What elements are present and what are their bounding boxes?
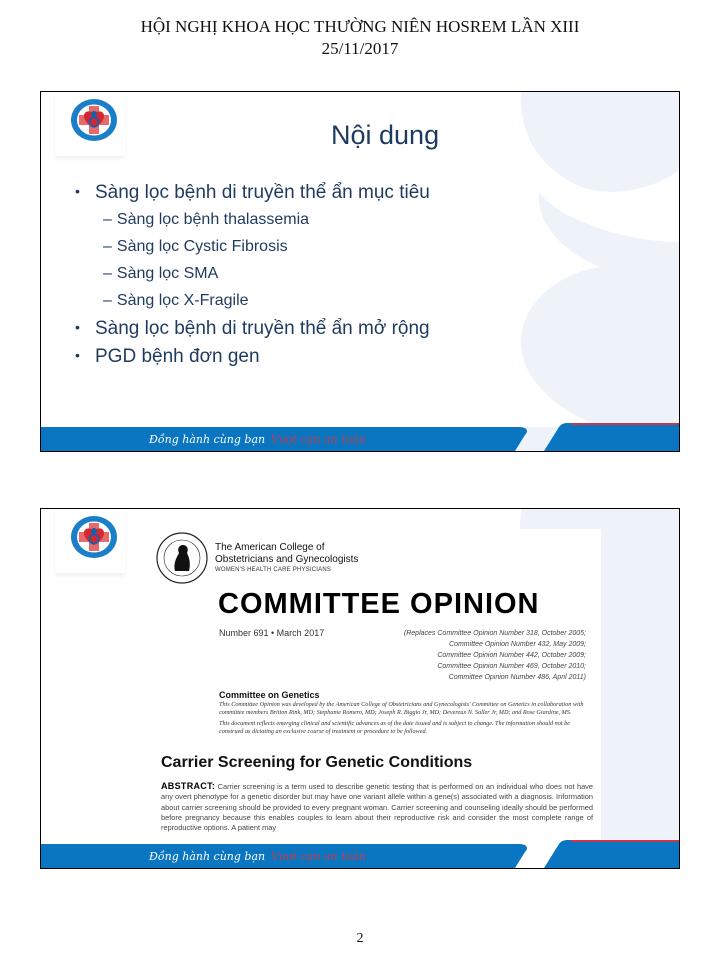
committee-text: [219, 701, 591, 739]
acog-seal-icon: [155, 531, 209, 585]
org-name: [215, 542, 358, 566]
hospital-logo-icon: [70, 98, 118, 142]
article-title: Carrier Screening for Genetic Conditions: [161, 754, 473, 771]
opinion-number: Number 691 • March 2017: [219, 628, 325, 638]
bullet-list: [75, 178, 430, 370]
abstract-label: ABSTRACT:: [161, 781, 216, 791]
slogan-red-text: Vượt cạn an toàn: [271, 433, 366, 446]
org-line-2: Obstetricians and Gynecologists: [215, 554, 359, 565]
slogan-text: Đồng hành cùng bạn: [149, 433, 266, 446]
slogan-red-text: Vượt cạn an toàn: [271, 850, 366, 863]
bullet-item: • Sàng lọc bệnh di truyền thể ẩn mở rộng: [75, 314, 430, 342]
replaces-line: (Replaces Committee Opinion Number 318, October 2005;: [403, 630, 586, 637]
bullet-item: • Sàng lọc bệnh di truyền thể ẩn mục tiêu: [75, 178, 430, 206]
committee-paragraph: This Committee Opinion was developed by the American College of Obstetricians and Gynecologists' Committee on Genetics in collaboration with committee members Britton Rink, MD; Stephanie Romero, MD; Joseph R. Biggio Jr, MD; Devereux N. Saller Jr, MD; and Rose Giardine, MS.: [219, 701, 584, 717]
abstract-text: Carrier screening is a term used to describe genetic testing that is performed on an individual who does not have any overt phenotype for a genetic disorder but may have one variant allele within a gene(s) associated with a diagnosis. Information about carrier screening should be provided to every pregnant woman. Carrier screening and counseling ideally should be performed before pregnancy because this enables couples to learn about their reproductive risk and consider the most complete range of reproductive options. A patient may: [161, 782, 593, 833]
sub-bullet-item: – Sàng lọc Cystic Fibrosis: [75, 233, 430, 260]
footer-slogan: [149, 433, 366, 446]
slide-1: [40, 91, 680, 452]
hospital-logo-tab: [55, 509, 125, 573]
org-line-1: The American College of: [215, 542, 325, 553]
slide-title: Nội dung: [331, 120, 440, 150]
slide-2: [40, 508, 680, 869]
sub-bullet-item: – Sàng lọc SMA: [75, 260, 430, 287]
replaces-line: Committee Opinion Number 469, October 2010;: [437, 663, 586, 670]
org-tagline: WOMEN'S HEALTH CARE PHYSICIANS: [215, 567, 332, 573]
slogan-text: Đồng hành cùng bạn: [149, 850, 266, 863]
replaces-list: [404, 628, 586, 683]
document-image: [151, 529, 601, 847]
document-title: COMMITTEE OPINION: [218, 588, 540, 620]
hospital-logo-tab: [55, 92, 125, 156]
footer-slogan: [149, 850, 366, 863]
abstract: [161, 781, 593, 833]
page-number: 2: [356, 931, 364, 946]
bullet-item: • PGD bệnh đơn gen: [75, 342, 430, 370]
sub-bullet-item: – Sàng lọc bệnh thalassemia: [75, 206, 430, 233]
replaces-line: Committee Opinion Number 432, May 2009;: [449, 641, 586, 648]
replaces-line: Committee Opinion Number 486, April 2011): [448, 674, 586, 681]
conference-date: 25/11/2017: [321, 39, 399, 58]
committee-heading: Committee on Genetics: [219, 690, 320, 700]
page-header: [0, 16, 720, 60]
replaces-line: Committee Opinion Number 442, October 2009;: [437, 652, 586, 659]
committee-paragraph: This document reflects emerging clinical and scientific advances as of the date issued and is subject to change. The information should not be construed as dictating an exclusive course of treatment or procedure to be followed.: [219, 719, 570, 736]
sub-bullet-item: – Sàng lọc X-Fragile: [75, 287, 430, 314]
hospital-logo-icon: [70, 515, 118, 559]
conference-title: HỘI NGHỊ KHOA HỌC THƯỜNG NIÊN HOSREM LẦN XIII: [140, 17, 580, 36]
